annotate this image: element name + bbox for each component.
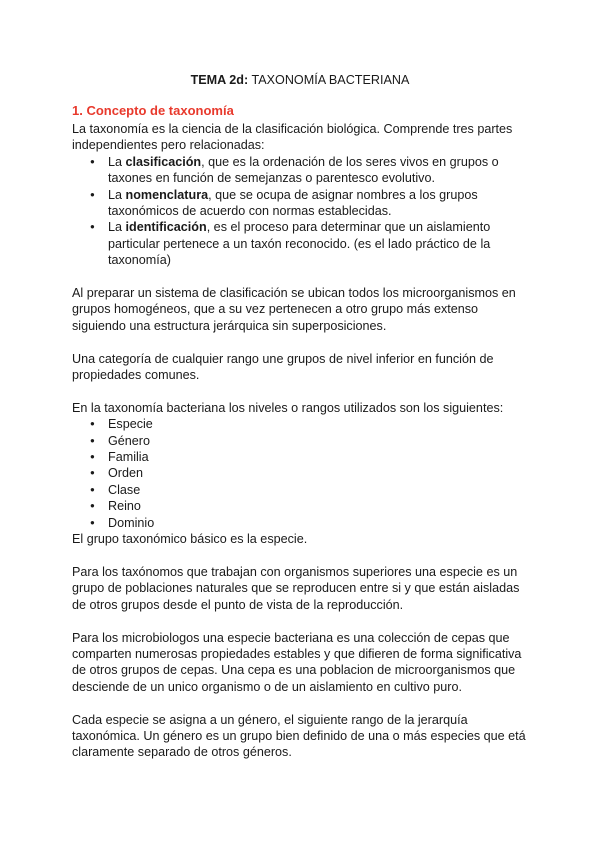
list-item-prefix: La (108, 187, 126, 202)
list-item-term: nomenclatura (125, 187, 209, 202)
paragraph-genus: Cada especie se asigna a un género, el siguiente rango de la jerarquía taxonómica. Un género es un grupo bien definido de una o más especies que etá claramente separado de otros géneros. (72, 712, 526, 760)
paragraph-classification-system: Al preparar un sistema de clasificación se ubican todos los microorganismos en grupos homogéneos, que a su vez pertenecen a otro grupo más extenso siguiendo una estructura jerárquica sin superposiciones. (72, 286, 516, 333)
list-item-prefix: La (108, 154, 126, 169)
document-title (0, 72, 600, 88)
paragraph-ranks-intro: En la taxonomía bacteriana los niveles o rangos utilizados son los siguientes: (72, 400, 504, 415)
paragraph-microbiologists: Para los microbiologos una especie bacteriana es una colección de cepas que comparten numerosas propiedades estables y que difieren de forma significativa de otros grupos de cepas. Una cepa es una poblacion de microorganismos que desciende de un unico organismo o de un aislamiento en cultivo puro. (72, 630, 522, 694)
paragraph-category: Una categoría de cualquier rango une grupos de nivel inferior en función de propiedades comunes. (72, 351, 494, 383)
rank-item: ● Género (108, 433, 532, 449)
paragraph-higher-organisms: Para los taxónomos que trabajan con organismos superiores una especie es un grupo de poblaciones naturales que se reproducen entre si y que están aisladas de otros grupos desde el punto de vista de la reproducción. (72, 564, 520, 612)
ranks-list (72, 416, 532, 531)
paragraph-basic-group: El grupo taxonómico básico es la especie. (72, 532, 308, 547)
list-item-prefix: La (108, 220, 126, 235)
rank-item: ● Clase (108, 482, 532, 498)
list-item-term: identificación (125, 220, 207, 235)
rank-item: ● Orden (108, 465, 532, 481)
section-heading: 1. Concepto de taxonomía (72, 103, 234, 118)
rank-item: ● Familia (108, 449, 532, 465)
document-body (72, 103, 532, 761)
list-item (108, 219, 532, 268)
title-text: TAXONOMÍA BACTERIANA (248, 73, 410, 87)
list-item (108, 154, 532, 187)
list-item-text: , que es la ordenación de los seres vivos en grupos o taxones en función de semejanzas o parentesco evolutivo. (108, 154, 499, 186)
rank-item: ● Especie (108, 416, 532, 432)
parts-list (72, 154, 532, 269)
rank-item: ● Reino (108, 498, 532, 514)
intro-paragraph: La taxonomía es la ciencia de la clasificación biológica. Comprende tres partes independientes pero relacionadas: (72, 122, 513, 153)
list-item-text: , que se ocupa de asignar nombres a los grupos taxonómicos de acuerdo con normas establecidas. (108, 187, 478, 219)
title-prefix: TEMA 2d: (190, 73, 249, 87)
list-item-text: , es el proceso para determinar que un aislamiento particular pertenece a un taxón reconocido. (es el lado práctico de la taxonomía) (108, 220, 491, 268)
list-item (108, 187, 532, 220)
list-item-term: clasificación (125, 154, 202, 169)
rank-item: ● Dominio (108, 515, 532, 531)
